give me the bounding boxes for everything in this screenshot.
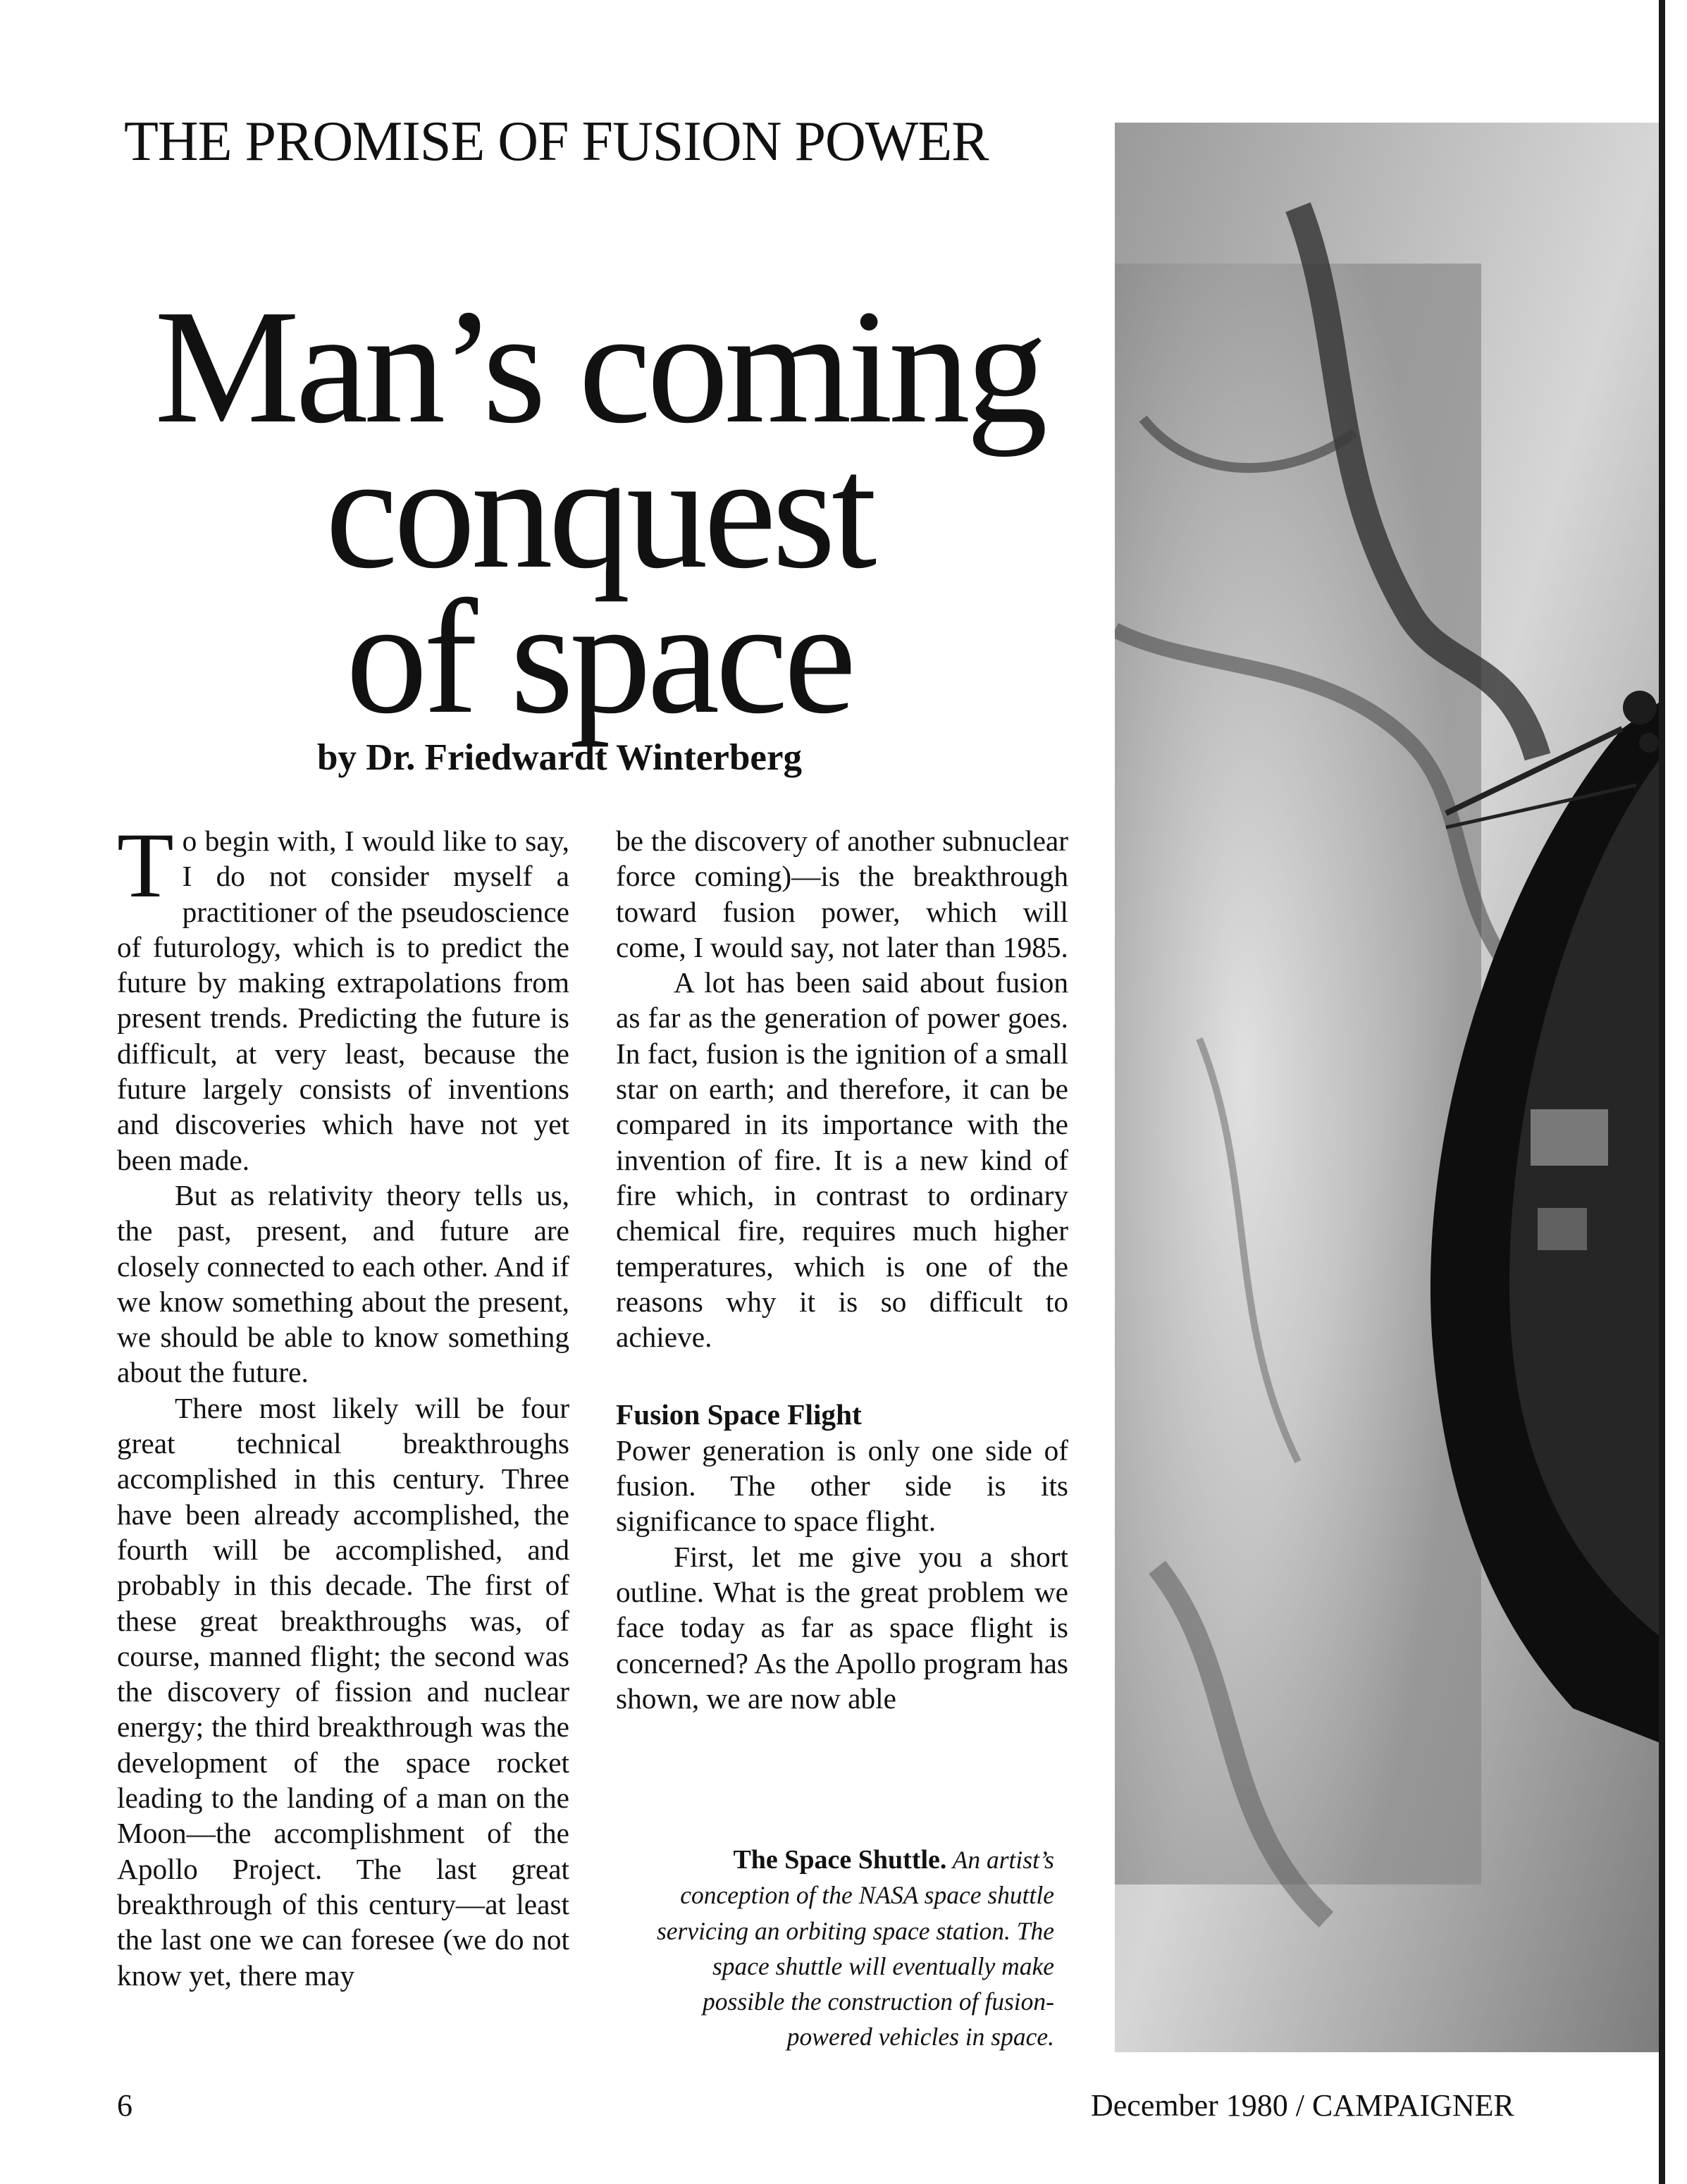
byline: by Dr. Friedwardt Winterberg <box>317 737 802 778</box>
paragraph: A lot has been said about fusion as far as the generation of power goes. In fact, fusion is the ignition of a small star on earth; and therefore, it can be compared in its importance with the invention of fire. It is a new kind of fire which, in contrast to ordinary chemical fire, requires much higher temperatures, which is one of the reasons why it is so difficult to achieve. <box>616 966 1068 1354</box>
headline-line-3: of space <box>345 567 853 748</box>
paragraph: be the discovery of another subnuclear force coming)—is the breakthrough toward fusion power, which will come, I would say, not later than 1985. <box>616 825 1068 963</box>
photo-illustration <box>1115 123 1662 2052</box>
headline-line-1: Man’s coming <box>154 276 1044 457</box>
article-column-1 <box>117 813 569 1993</box>
caption-text: An artist’s conception of the NASA space shuttle servicing an orbiting space station. The space shuttle will eventually make possible the construction of fusion-powered vehicles in space. <box>656 1846 1054 2052</box>
paragraph-text: o begin with, I would like to say, I do not consider myself a practitioner of the pseudoscience of futurology, which is to predict the future by making extrapolations from present trends. Predicting the future is difficult, at very least, because the future largely consists of inventions and discoveries which have not yet been made. <box>117 825 569 1176</box>
paragraph: Power generation is only one side of fusion. The other side is its significance to space flight. <box>616 1433 1068 1538</box>
page-number: 6 <box>117 2088 132 2123</box>
paragraph: First, let me give you a short outline. What is the great problem we face today as far as space flight is concerned? As the Apollo program has shown, we are now able <box>616 1540 1068 1715</box>
headline-line-2: conquest <box>325 421 873 603</box>
page-edge-rule <box>1659 0 1665 2184</box>
caption-title: The Space Shuttle. <box>733 1845 947 1875</box>
paragraph: But as relativity theory tells us, the past, present, and future are closely connected to each other. And if we know something about the present, we should be able to know something about the future. <box>117 1178 569 1389</box>
drop-cap: T <box>117 813 174 917</box>
photo-caption <box>634 1842 1054 2055</box>
issue-footer: December 1980 / CAMPAIGNER <box>1091 2088 1514 2123</box>
section-title: THE PROMISE OF FUSION POWER <box>124 111 989 173</box>
article-column-2 <box>616 823 1068 1716</box>
subheading: Fusion Space Flight <box>616 1398 862 1431</box>
space-shuttle-photo <box>1115 123 1662 2052</box>
headline <box>141 276 1057 748</box>
paragraph <box>117 813 569 1178</box>
paragraph: There most likely will be four great technical breakthroughs accomplished in this century. Three have been already accomplished, the fourth will be accomplished, and probably in this decade. The first of these great breakthroughs was, of course, manned flight; the second was the discovery of fission and nuclear energy; the third breakthrough was the development of the space rocket leading to the landing of a man on the Moon—the accomplishment of the Apollo Project. The last great breakthrough of this century—at least the last one we can foresee (we do not know yet, there may <box>117 1391 569 1992</box>
